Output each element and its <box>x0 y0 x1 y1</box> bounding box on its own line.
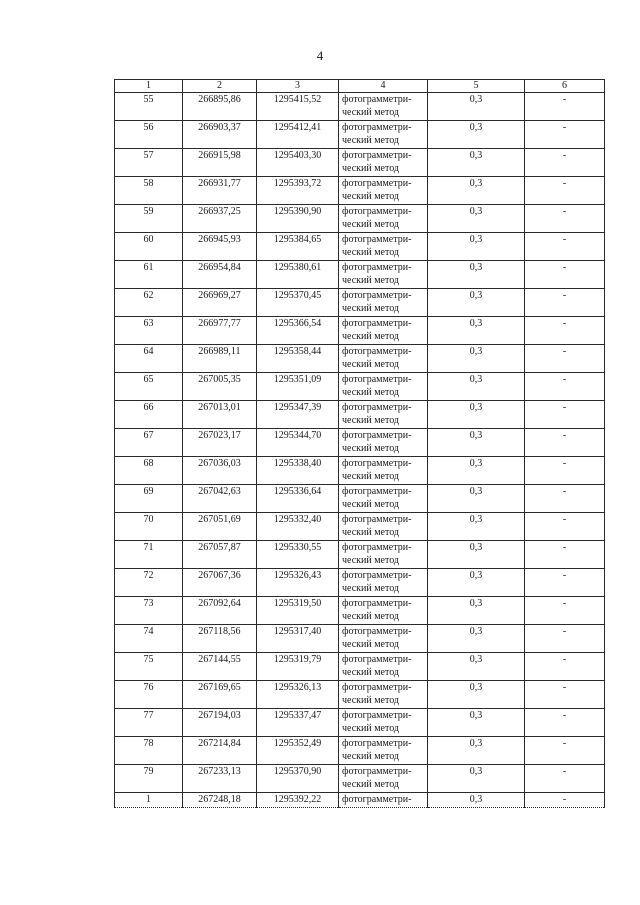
accuracy-cell: 0,3 <box>428 457 525 485</box>
table-row <box>115 765 605 793</box>
table-row <box>115 681 605 709</box>
note-cell: - <box>525 289 605 317</box>
note-cell: - <box>525 457 605 485</box>
note-cell: - <box>525 429 605 457</box>
accuracy-cell: 0,3 <box>428 653 525 681</box>
method-line: фотограмметри- <box>342 654 412 665</box>
point-number-cell: 65 <box>115 373 183 401</box>
x-coordinate-cell: 267057,87 <box>183 541 257 569</box>
method-cell <box>339 121 428 149</box>
point-number-cell: 67 <box>115 429 183 457</box>
method-line: фотограмметри- <box>342 234 412 245</box>
note-cell: - <box>525 121 605 149</box>
table-row <box>115 345 605 373</box>
method-line: ческий метод <box>342 415 400 426</box>
method-line: фотограмметри- <box>342 738 412 749</box>
method-line: фотограмметри- <box>342 374 412 385</box>
y-coordinate-cell: 1295358,44 <box>257 345 339 373</box>
table-row <box>115 485 605 513</box>
method-line: фотограмметри- <box>342 542 412 553</box>
method-cell <box>339 289 428 317</box>
method-cell <box>339 261 428 289</box>
method-cell <box>339 233 428 261</box>
note-cell: - <box>525 205 605 233</box>
method-cell <box>339 401 428 429</box>
y-coordinate-cell: 1295317,40 <box>257 625 339 653</box>
y-coordinate-cell: 1295370,45 <box>257 289 339 317</box>
y-coordinate-cell: 1295338,40 <box>257 457 339 485</box>
note-cell: - <box>525 345 605 373</box>
x-coordinate-cell: 267005,35 <box>183 373 257 401</box>
column-header: 1 <box>115 80 183 93</box>
point-number-cell: 69 <box>115 485 183 513</box>
x-coordinate-cell: 267233,13 <box>183 765 257 793</box>
method-cell <box>339 653 428 681</box>
column-header: 5 <box>428 80 525 93</box>
note-cell: - <box>525 401 605 429</box>
note-cell: - <box>525 709 605 737</box>
point-number-cell: 56 <box>115 121 183 149</box>
method-line: ческий метод <box>342 723 400 734</box>
method-line: фотограмметри- <box>342 794 412 805</box>
method-line: фотограмметри- <box>342 122 412 133</box>
point-number-cell: 59 <box>115 205 183 233</box>
y-coordinate-cell: 1295415,52 <box>257 93 339 121</box>
point-number-cell: 55 <box>115 93 183 121</box>
note-cell: - <box>525 569 605 597</box>
note-cell: - <box>525 373 605 401</box>
method-line: ческий метод <box>342 387 400 398</box>
y-coordinate-cell: 1295384,65 <box>257 233 339 261</box>
column-header: 6 <box>525 80 605 93</box>
y-coordinate-cell: 1295326,43 <box>257 569 339 597</box>
table-row <box>115 653 605 681</box>
y-coordinate-cell: 1295390,90 <box>257 205 339 233</box>
point-number-cell: 68 <box>115 457 183 485</box>
table-row <box>115 289 605 317</box>
method-line: фотограмметри- <box>342 486 412 497</box>
method-line: ческий метод <box>342 107 400 118</box>
point-number-cell: 64 <box>115 345 183 373</box>
note-cell: - <box>525 765 605 793</box>
accuracy-cell: 0,3 <box>428 597 525 625</box>
method-cell <box>339 317 428 345</box>
accuracy-cell: 0,3 <box>428 765 525 793</box>
y-coordinate-cell: 1295332,40 <box>257 513 339 541</box>
column-header: 2 <box>183 80 257 93</box>
accuracy-cell: 0,3 <box>428 149 525 177</box>
y-coordinate-cell: 1295370,90 <box>257 765 339 793</box>
accuracy-cell: 0,3 <box>428 317 525 345</box>
point-number-cell: 70 <box>115 513 183 541</box>
method-line: ческий метод <box>342 639 400 650</box>
point-number-cell: 61 <box>115 261 183 289</box>
accuracy-cell: 0,3 <box>428 121 525 149</box>
y-coordinate-cell: 1295326,13 <box>257 681 339 709</box>
accuracy-cell: 0,3 <box>428 737 525 765</box>
method-line: ческий метод <box>342 471 400 482</box>
table-row <box>115 401 605 429</box>
point-number-cell: 62 <box>115 289 183 317</box>
note-cell: - <box>525 653 605 681</box>
x-coordinate-cell: 266969,27 <box>183 289 257 317</box>
table-row <box>115 205 605 233</box>
table-row <box>115 261 605 289</box>
x-coordinate-cell: 267023,17 <box>183 429 257 457</box>
x-coordinate-cell: 267042,63 <box>183 485 257 513</box>
accuracy-cell: 0,3 <box>428 289 525 317</box>
point-number-cell: 1 <box>115 793 183 808</box>
accuracy-cell: 0,3 <box>428 345 525 373</box>
method-line: ческий метод <box>342 163 400 174</box>
method-cell <box>339 709 428 737</box>
method-line: ческий метод <box>342 303 400 314</box>
point-number-cell: 71 <box>115 541 183 569</box>
y-coordinate-cell: 1295347,39 <box>257 401 339 429</box>
x-coordinate-cell: 266903,37 <box>183 121 257 149</box>
x-coordinate-cell: 266954,84 <box>183 261 257 289</box>
y-coordinate-cell: 1295403,30 <box>257 149 339 177</box>
table-row <box>115 373 605 401</box>
method-line: ческий метод <box>342 191 400 202</box>
method-line: ческий метод <box>342 359 400 370</box>
note-cell: - <box>525 541 605 569</box>
x-coordinate-cell: 266931,77 <box>183 177 257 205</box>
method-line: ческий метод <box>342 779 400 790</box>
note-cell: - <box>525 149 605 177</box>
method-cell <box>339 597 428 625</box>
note-cell: - <box>525 261 605 289</box>
y-coordinate-cell: 1295380,61 <box>257 261 339 289</box>
method-line: ческий метод <box>342 219 400 230</box>
table-row <box>115 121 605 149</box>
point-number-cell: 63 <box>115 317 183 345</box>
method-cell <box>339 373 428 401</box>
table-row <box>115 513 605 541</box>
y-coordinate-cell: 1295392,22 <box>257 793 339 808</box>
method-line: фотограмметри- <box>342 766 412 777</box>
method-line: фотограмметри- <box>342 402 412 413</box>
method-cell <box>339 485 428 513</box>
column-header: 3 <box>257 80 339 93</box>
method-line: фотограмметри- <box>342 430 412 441</box>
method-line: ческий метод <box>342 443 400 454</box>
y-coordinate-cell: 1295393,72 <box>257 177 339 205</box>
note-cell: - <box>525 597 605 625</box>
note-cell: - <box>525 485 605 513</box>
table-row <box>115 709 605 737</box>
method-cell <box>339 765 428 793</box>
table-row <box>115 625 605 653</box>
method-cell <box>339 737 428 765</box>
method-cell <box>339 541 428 569</box>
method-line: ческий метод <box>342 499 400 510</box>
accuracy-cell: 0,3 <box>428 485 525 513</box>
method-line: фотограмметри- <box>342 626 412 637</box>
accuracy-cell: 0,3 <box>428 373 525 401</box>
table-row <box>115 317 605 345</box>
method-line: фотограмметри- <box>342 290 412 301</box>
note-cell: - <box>525 233 605 261</box>
method-cell <box>339 429 428 457</box>
method-line: ческий метод <box>342 527 400 538</box>
y-coordinate-cell: 1295344,70 <box>257 429 339 457</box>
method-line: ческий метод <box>342 611 400 622</box>
method-cell <box>339 793 428 808</box>
method-line: фотограмметри- <box>342 318 412 329</box>
accuracy-cell: 0,3 <box>428 709 525 737</box>
point-number-cell: 57 <box>115 149 183 177</box>
point-number-cell: 79 <box>115 765 183 793</box>
method-cell <box>339 625 428 653</box>
x-coordinate-cell: 267013,01 <box>183 401 257 429</box>
x-coordinate-cell: 267092,64 <box>183 597 257 625</box>
x-coordinate-cell: 267051,69 <box>183 513 257 541</box>
note-cell: - <box>525 793 605 808</box>
table-row <box>115 93 605 121</box>
x-coordinate-cell: 267036,03 <box>183 457 257 485</box>
x-coordinate-cell: 266895,86 <box>183 93 257 121</box>
method-line: фотограмметри- <box>342 458 412 469</box>
table-row <box>115 597 605 625</box>
table-row <box>115 429 605 457</box>
table-header-row <box>115 80 605 93</box>
x-coordinate-cell: 266989,11 <box>183 345 257 373</box>
method-line: фотограмметри- <box>342 346 412 357</box>
x-coordinate-cell: 267214,84 <box>183 737 257 765</box>
x-coordinate-cell: 267144,55 <box>183 653 257 681</box>
method-line: ческий метод <box>342 275 400 286</box>
table-row <box>115 149 605 177</box>
y-coordinate-cell: 1295330,55 <box>257 541 339 569</box>
x-coordinate-cell: 266915,98 <box>183 149 257 177</box>
point-number-cell: 75 <box>115 653 183 681</box>
point-number-cell: 77 <box>115 709 183 737</box>
method-line: фотограмметри- <box>342 206 412 217</box>
accuracy-cell: 0,3 <box>428 93 525 121</box>
method-line: ческий метод <box>342 583 400 594</box>
method-line: ческий метод <box>342 135 400 146</box>
method-cell <box>339 569 428 597</box>
accuracy-cell: 0,3 <box>428 569 525 597</box>
method-cell <box>339 177 428 205</box>
page-number: 4 <box>316 48 324 63</box>
accuracy-cell: 0,3 <box>428 205 525 233</box>
accuracy-cell: 0,3 <box>428 625 525 653</box>
point-number-cell: 78 <box>115 737 183 765</box>
point-number-cell: 74 <box>115 625 183 653</box>
method-cell <box>339 93 428 121</box>
x-coordinate-cell: 267169,65 <box>183 681 257 709</box>
y-coordinate-cell: 1295319,50 <box>257 597 339 625</box>
accuracy-cell: 0,3 <box>428 429 525 457</box>
y-coordinate-cell: 1295336,64 <box>257 485 339 513</box>
method-line: фотограмметри- <box>342 514 412 525</box>
table-row <box>115 177 605 205</box>
method-cell <box>339 205 428 233</box>
accuracy-cell: 0,3 <box>428 513 525 541</box>
x-coordinate-cell: 266937,25 <box>183 205 257 233</box>
y-coordinate-cell: 1295412,41 <box>257 121 339 149</box>
method-line: фотограмметри- <box>342 710 412 721</box>
table-row <box>115 569 605 597</box>
y-coordinate-cell: 1295319,79 <box>257 653 339 681</box>
x-coordinate-cell: 267118,56 <box>183 625 257 653</box>
method-line: фотограмметри- <box>342 570 412 581</box>
y-coordinate-cell: 1295337,47 <box>257 709 339 737</box>
method-line: фотограмметри- <box>342 598 412 609</box>
method-cell <box>339 345 428 373</box>
note-cell: - <box>525 681 605 709</box>
point-number-cell: 73 <box>115 597 183 625</box>
y-coordinate-cell: 1295351,09 <box>257 373 339 401</box>
x-coordinate-cell: 266945,93 <box>183 233 257 261</box>
point-number-cell: 58 <box>115 177 183 205</box>
method-cell <box>339 513 428 541</box>
method-line: ческий метод <box>342 555 400 566</box>
note-cell: - <box>525 625 605 653</box>
table-row <box>115 737 605 765</box>
note-cell: - <box>525 513 605 541</box>
x-coordinate-cell: 266977,77 <box>183 317 257 345</box>
table-row <box>115 233 605 261</box>
point-number-cell: 76 <box>115 681 183 709</box>
method-line: фотограмметри- <box>342 94 412 105</box>
method-line: фотограмметри- <box>342 150 412 161</box>
accuracy-cell: 0,3 <box>428 401 525 429</box>
note-cell: - <box>525 317 605 345</box>
accuracy-cell: 0,3 <box>428 793 525 808</box>
method-cell <box>339 149 428 177</box>
table-row <box>115 457 605 485</box>
table-row <box>115 541 605 569</box>
note-cell: - <box>525 737 605 765</box>
accuracy-cell: 0,3 <box>428 541 525 569</box>
accuracy-cell: 0,3 <box>428 261 525 289</box>
column-header: 4 <box>339 80 428 93</box>
y-coordinate-cell: 1295352,49 <box>257 737 339 765</box>
x-coordinate-cell: 267194,03 <box>183 709 257 737</box>
x-coordinate-cell: 267067,36 <box>183 569 257 597</box>
method-line: ческий метод <box>342 695 400 706</box>
method-line: ческий метод <box>342 667 400 678</box>
method-cell <box>339 681 428 709</box>
coordinates-table <box>114 79 605 808</box>
method-cell <box>339 457 428 485</box>
note-cell: - <box>525 93 605 121</box>
point-number-cell: 66 <box>115 401 183 429</box>
method-line: ческий метод <box>342 247 400 258</box>
method-line: фотограмметри- <box>342 262 412 273</box>
accuracy-cell: 0,3 <box>428 233 525 261</box>
point-number-cell: 60 <box>115 233 183 261</box>
note-cell: - <box>525 177 605 205</box>
accuracy-cell: 0,3 <box>428 681 525 709</box>
method-line: ческий метод <box>342 751 400 762</box>
method-line: фотограмметри- <box>342 178 412 189</box>
table-row <box>115 793 605 808</box>
method-line: ческий метод <box>342 331 400 342</box>
y-coordinate-cell: 1295366,54 <box>257 317 339 345</box>
accuracy-cell: 0,3 <box>428 177 525 205</box>
point-number-cell: 72 <box>115 569 183 597</box>
x-coordinate-cell: 267248,18 <box>183 793 257 808</box>
method-line: фотограмметри- <box>342 682 412 693</box>
